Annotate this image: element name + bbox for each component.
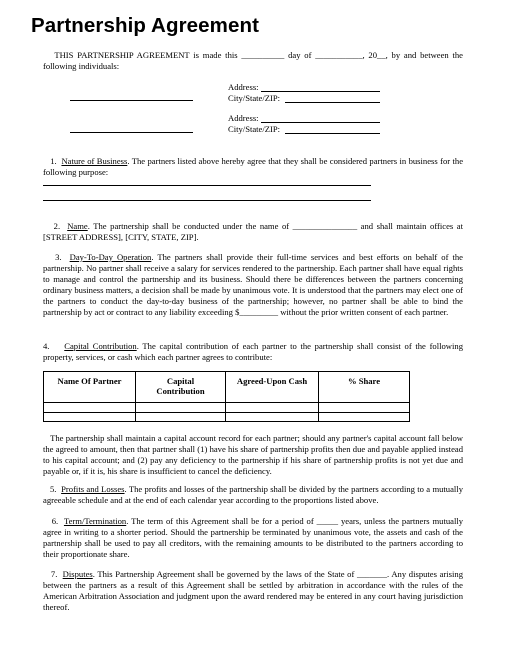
- party1-city-line: [285, 102, 380, 103]
- party2-city: [228, 124, 280, 135]
- section-4-number: 4.: [43, 341, 50, 351]
- party1-city: [228, 93, 280, 104]
- section-6: [43, 516, 463, 560]
- section-5-number: 5.: [50, 484, 57, 494]
- table-cell[interactable]: [319, 412, 410, 422]
- section-2-title: Name: [67, 221, 88, 231]
- table-cell[interactable]: [44, 412, 136, 422]
- section-1-number: 1.: [50, 156, 57, 166]
- purpose-line-2: [43, 200, 371, 201]
- section-6-number: 6.: [51, 516, 59, 526]
- header-percent-share: % Share: [319, 372, 410, 403]
- table-cell[interactable]: [226, 403, 319, 413]
- section-4: [43, 341, 463, 363]
- table-cell[interactable]: [136, 403, 226, 413]
- section-4-title: Capital Contribution: [64, 341, 137, 351]
- party2-address: [228, 113, 259, 124]
- section-6-title: Term/Termination: [63, 516, 127, 526]
- section-2-number: 2.: [53, 221, 61, 231]
- party1-address-line: [261, 91, 380, 92]
- section-1: [43, 156, 463, 178]
- table-cell[interactable]: [136, 412, 226, 422]
- party1-address: [228, 82, 259, 93]
- section-5-text: . The profits and losses of the partnership shall be divided by the partners according to a mutually agreeable schedule and at the end of each calendar year according to the proportions listed above.: [43, 484, 463, 505]
- party2-city-line: [285, 133, 380, 134]
- section-7: [43, 569, 463, 613]
- party2-address-label: Address:: [228, 113, 259, 123]
- section-3: [43, 252, 463, 317]
- capital-account-text: The partnership shall maintain a capital account record for each partner; should any partner's capital account fall below the agreed to amount, then that partner shall (1) have his share of partnership profits then due and payable applied instead to his capital account; and (2) pay any deficiency to the partnership if his share of partnership profits is not yet due and payable or, if it is, his share is insufficient to cancel the deficiency.: [43, 433, 463, 476]
- section-7-number: 7.: [50, 569, 58, 579]
- section-7-text: . This Partnership Agreement shall be governed by the laws of the State of _______. Any disputes arising between the partners as a result of this Agreement shall be settled by arbitration in accordance with the rules of the American Arbitration Association and judgment upon the award rendered may be entered in any court having jurisdiction thereof.: [43, 569, 463, 612]
- party1-city-label: City/State/ZIP:: [228, 93, 281, 103]
- section-5: [43, 484, 463, 506]
- section-7-title: Disputes: [62, 569, 93, 579]
- table-row: [44, 403, 410, 413]
- header-capital-contribution: Capital Contribution: [136, 372, 226, 403]
- table-cell[interactable]: [44, 403, 136, 413]
- table-cell[interactable]: [319, 403, 410, 413]
- table-cell[interactable]: [226, 412, 319, 422]
- party1-name-line: [70, 100, 193, 101]
- capital-account-paragraph: [43, 433, 463, 477]
- section-1-text: . The partners listed above hereby agree that they shall be considered partners in business for the following purpose:: [43, 156, 464, 177]
- section-6-text: . The term of this Agreement shall be for a period of _____ years, unless the partners mutually agree in writing to a shorter period. Should the partnership be terminated by unanimous vote, the assets and cash of the partnership shall be used to pay all creditors, with the remaining amounts to be distributed to the partners according to their proportionate share.: [43, 516, 464, 559]
- party1-address-label: Address:: [228, 82, 259, 92]
- section-4-text: . The capital contribution of each partner to the partnership shall consist of the following property, services, or cash which each partner agrees to contribute:: [43, 341, 463, 362]
- section-3-text: . The partners shall provide their full-time services and best efforts on behalf of the partnership. No partner shall receive a salary for services rendered to the partnership. Each partner shall have equal rights to manage and control the partnership and its business. Should there be differences between the partners concerning ordinary business matters, a decision shall be made by unanimous vote. It is understood that the partners may elect one of the partners to conduct the day-to-day business of the partnership; however, no partner shall be able to bind the partnership by act or contract to any liability exceeding $_________ without the prior written consent of each partner.: [43, 252, 463, 317]
- section-2-text: . The partnership shall be conducted under the name of _______________ and shall maintain offices at [STREET ADDRESS], [CITY, STATE, ZIP].: [43, 221, 463, 242]
- section-2: [43, 221, 463, 243]
- party2-city-label: City/State/ZIP:: [228, 124, 281, 134]
- party2-address-line: [261, 122, 380, 123]
- intro-paragraph: [43, 50, 463, 72]
- table-row: [44, 412, 410, 422]
- header-agreed-upon-cash: Agreed-Upon Cash: [226, 372, 319, 403]
- party2-name-line: [70, 132, 193, 133]
- section-5-title: Profits and Losses: [61, 484, 125, 494]
- section-3-number: 3.: [55, 252, 62, 262]
- header-name-of-partner: Name Of Partner: [44, 372, 136, 403]
- capital-contribution-table: [43, 371, 410, 422]
- table-header-row: [44, 372, 410, 403]
- purpose-line-1: [43, 185, 371, 186]
- section-1-title: Nature of Business: [61, 156, 128, 166]
- intro-text: THIS PARTNERSHIP AGREEMENT is made this __________ day of ___________, 20__, by and between the following individuals:: [43, 50, 463, 71]
- section-3-title: Day-To-Day Operation: [69, 252, 152, 262]
- document-title: Partnership Agreement: [31, 14, 260, 37]
